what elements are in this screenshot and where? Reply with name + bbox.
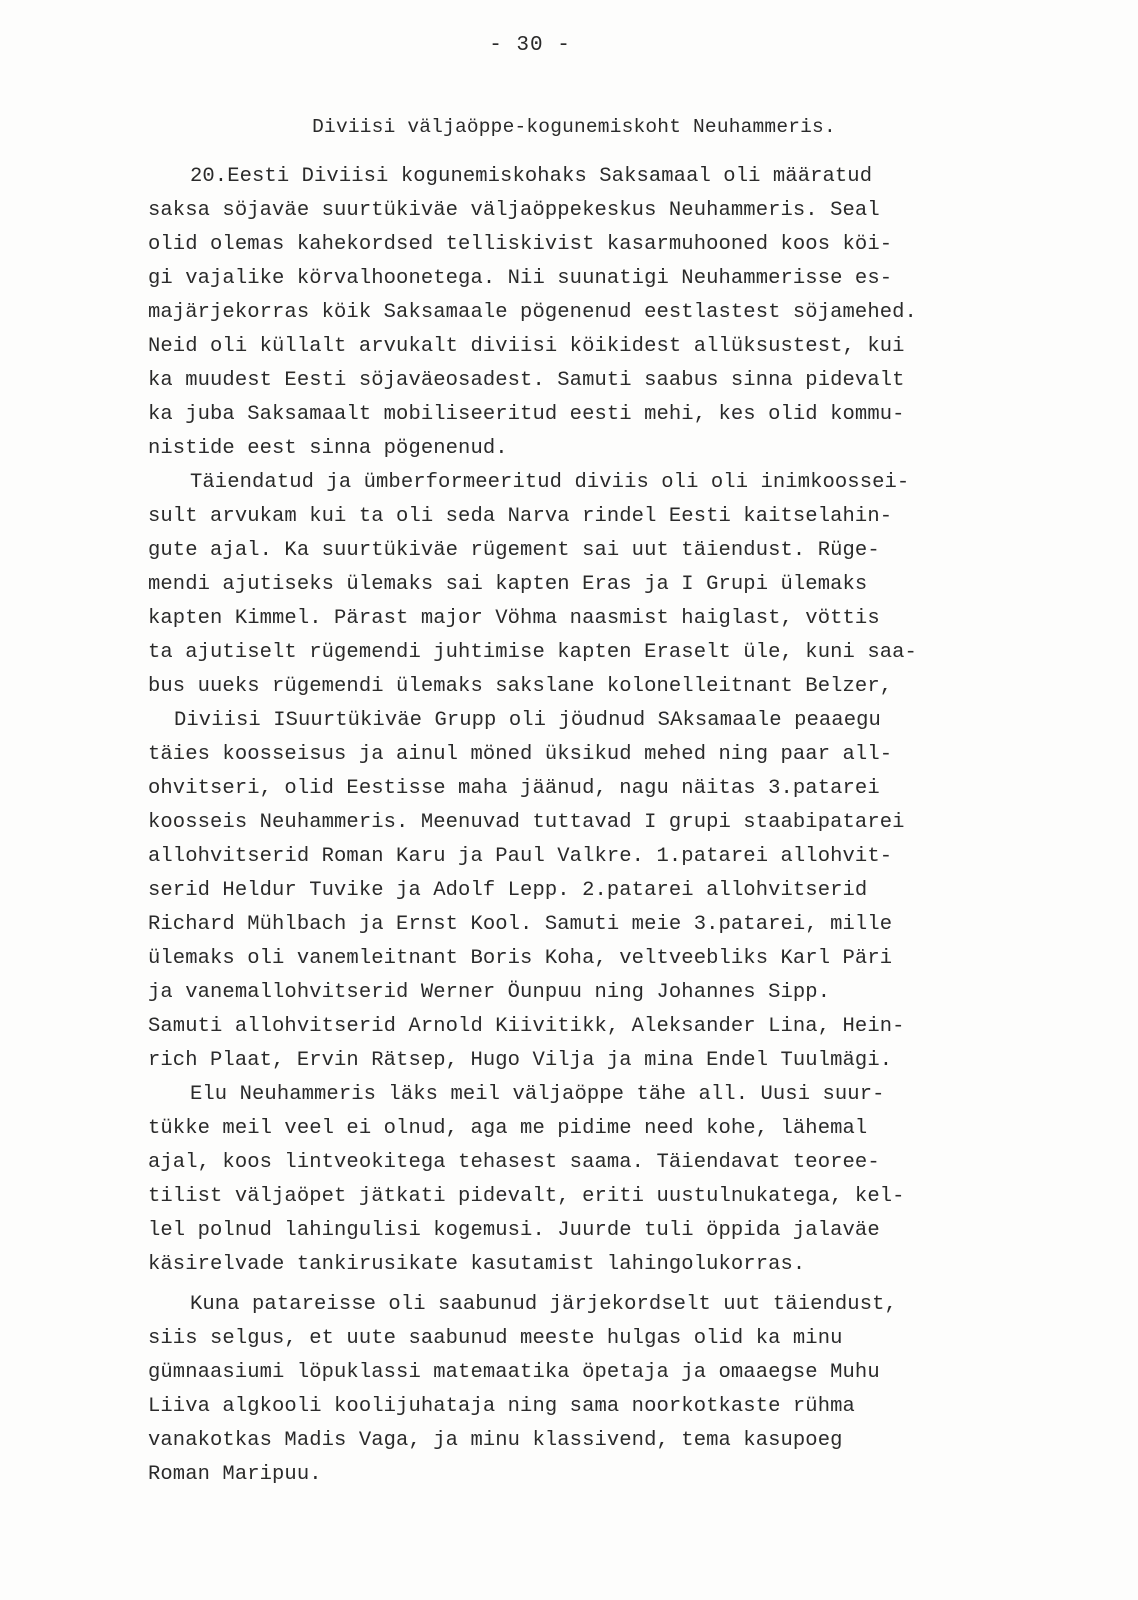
text-line: nistide eest sinna pögenenud. (148, 437, 508, 460)
text-line: Liiva algkooli koolijuhataja ning sama noorkotkaste rühma (148, 1395, 855, 1418)
text-line: Richard Mühlbach ja Ernst Kool. Samuti meie 3.patarei, mille (148, 913, 893, 936)
text-line: gi vajalike körvalhoonetega. Nii suunatigi Neuhammerisse es- (148, 267, 893, 290)
text-line: saksa söjaväe suurtükiväe väljaöppekeskus Neuhammeris. Seal (148, 199, 880, 222)
text-line: sult arvukam kui ta oli seda Narva rindel Eesti kaitselahin- (148, 505, 893, 528)
text-line: allohvitserid Roman Karu ja Paul Valkre. 1.patarei allohvit- (148, 845, 893, 868)
text-line: Samuti allohvitserid Arnold Kiivitikk, Aleksander Lina, Hein- (148, 1015, 905, 1038)
text-line: bus uueks rügemendi ülemaks sakslane kolonelleitnant Belzer, (148, 675, 893, 698)
text-line: Täiendatud ja ümberformeeritud diviis oli oli inimkoossei- (190, 471, 910, 494)
page-number: - 30 - (489, 34, 571, 57)
text-line: olid olemas kahekordsed telliskivist kasarmuhooned koos köi- (148, 233, 893, 256)
text-line: Kuna patareisse oli saabunud järjekordselt uut täiendust, (190, 1293, 897, 1316)
text-line: 20.Eesti Diviisi kogunemiskohaks Saksamaal oli määratud (190, 165, 873, 188)
text-line: siis selgus, et uute saabunud meeste hulgas olid ka minu (148, 1327, 843, 1350)
text-line: ülemaks oli vanemleitnant Boris Koha, veltveebliks Karl Päri (148, 947, 893, 970)
text-line: rich Plaat, Ervin Rätsep, Hugo Vilja ja mina Endel Tuulmägi. (148, 1049, 893, 1072)
text-line: koosseis Neuhammeris. Meenuvad tuttavad I grupi staabipatarei (148, 811, 905, 834)
text-line: gümnaasiumi löpuklassi matemaatika öpetaja ja omaaegse Muhu (148, 1361, 880, 1384)
text-line: mendi ajutiseks ülemaks sai kapten Eras ja I Grupi ülemaks (148, 573, 868, 596)
text-line: gute ajal. Ka suurtükiväe rügement sai uut täiendust. Rüge- (148, 539, 880, 562)
text-line: käsirelvade tankirusikate kasutamist lahingolukorras. (148, 1253, 806, 1276)
text-line: ohvitseri, olid Eestisse maha jäänud, nagu näitas 3.patarei (148, 777, 880, 800)
text-line: ja vanemallohvitserid Werner Öunpuu ning Johannes Sipp. (148, 981, 831, 1004)
text-line: lel polnud lahingulisi kogemusi. Juurde tuli öppida jalaväe (148, 1219, 880, 1242)
text-line: ajal, koos lintveokitega tehasest saama. Täiendavat teoree- (148, 1151, 880, 1174)
text-line: majärjekorras köik Saksamaale pögenenud eestlastest söjamehed. (148, 301, 917, 324)
text-line: täies koosseisus ja ainul möned üksikud mehed ning paar all- (148, 743, 893, 766)
text-line: vanakotkas Madis Vaga, ja minu klassivend, tema kasupoeg (148, 1429, 843, 1452)
text-line: tilist väljaöpet jätkati pidevalt, eriti uustulnukatega, kel- (148, 1185, 905, 1208)
text-line: Roman Maripuu. (148, 1463, 322, 1486)
section-heading: Diviisi väljaöppe-kogunemiskoht Neuhammeris. (312, 116, 836, 138)
text-line: serid Heldur Tuvike ja Adolf Lepp. 2.patarei allohvitserid (148, 879, 868, 902)
text-line: Elu Neuhammeris läks meil väljaöppe tähe all. Uusi suur- (190, 1083, 885, 1106)
text-line: Diviisi ISuurtükiväe Grupp oli jöudnud SAksamaale peaaegu (174, 709, 881, 732)
text-line: kapten Kimmel. Pärast major Vöhma naasmist haiglast, vöttis (148, 607, 880, 630)
text-line: ka juba Saksamaalt mobiliseeritud eesti mehi, kes olid kommu- (148, 403, 905, 426)
text-line: ta ajutiselt rügemendi juhtimise kapten Eraselt üle, kuni saa- (148, 641, 917, 664)
text-line: Neid oli küllalt arvukalt diviisi köikidest allüksustest, kui (148, 335, 905, 358)
text-line: tükke meil veel ei olnud, aga me pidime need kohe, lähemal (148, 1117, 868, 1140)
text-line: ka muudest Eesti söjaväeosadest. Samuti saabus sinna pidevalt (148, 369, 905, 392)
